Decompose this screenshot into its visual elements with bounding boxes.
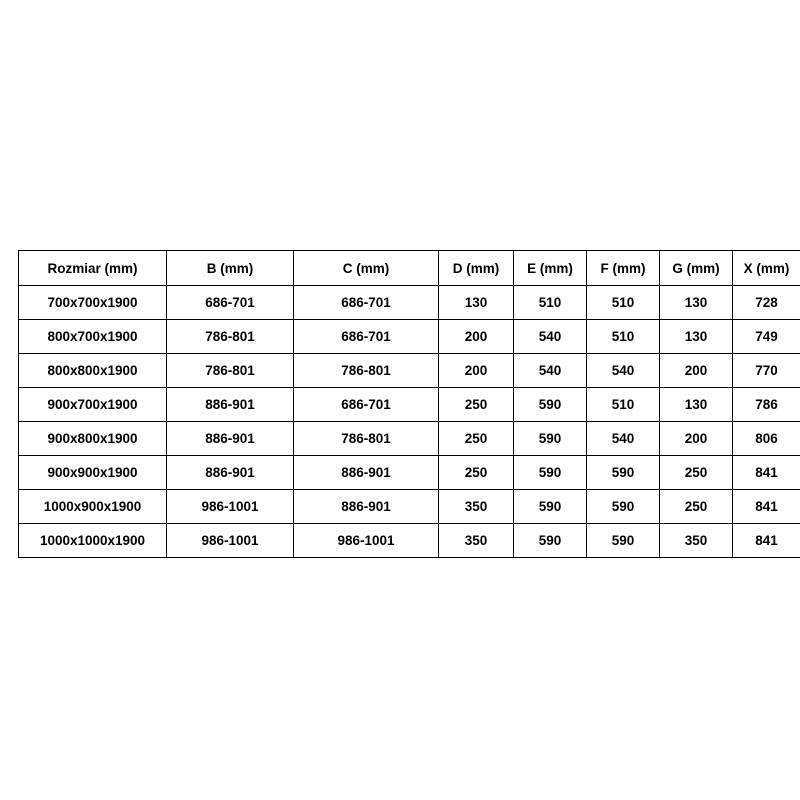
cell-b: 686-701: [167, 286, 294, 320]
cell-d: 250: [439, 422, 514, 456]
cell-size: 1000x1000x1900: [19, 524, 167, 558]
spec-table-container: [18, 250, 790, 558]
cell-d: 200: [439, 354, 514, 388]
cell-x: 841: [733, 456, 800, 490]
cell-c: 886-901: [294, 456, 439, 490]
cell-c: 686-701: [294, 320, 439, 354]
cell-g: 250: [660, 490, 733, 524]
cell-d: 250: [439, 456, 514, 490]
cell-f: 510: [587, 320, 660, 354]
cell-e: 540: [514, 320, 587, 354]
table-row: [19, 456, 800, 490]
cell-b: 986-1001: [167, 490, 294, 524]
cell-b: 986-1001: [167, 524, 294, 558]
cell-c: 686-701: [294, 286, 439, 320]
column-header-b: B (mm): [167, 251, 294, 286]
table-row: [19, 490, 800, 524]
cell-g: 130: [660, 320, 733, 354]
table-row: [19, 388, 800, 422]
cell-f: 510: [587, 388, 660, 422]
cell-size: 700x700x1900: [19, 286, 167, 320]
cell-e: 590: [514, 524, 587, 558]
cell-f: 540: [587, 422, 660, 456]
table-header-row: [19, 251, 800, 286]
cell-c: 986-1001: [294, 524, 439, 558]
cell-size: 1000x900x1900: [19, 490, 167, 524]
table-row: [19, 354, 800, 388]
column-header-e: E (mm): [514, 251, 587, 286]
cell-size: 900x800x1900: [19, 422, 167, 456]
table-row: [19, 320, 800, 354]
cell-g: 200: [660, 422, 733, 456]
column-header-f: F (mm): [587, 251, 660, 286]
column-header-x: X (mm): [733, 251, 800, 286]
cell-f: 510: [587, 286, 660, 320]
cell-c: 786-801: [294, 354, 439, 388]
table-row: [19, 524, 800, 558]
column-header-size: Rozmiar (mm): [19, 251, 167, 286]
cell-c: 686-701: [294, 388, 439, 422]
cell-e: 510: [514, 286, 587, 320]
table-header: [19, 251, 800, 286]
table-row: [19, 422, 800, 456]
cell-e: 590: [514, 490, 587, 524]
cell-b: 886-901: [167, 422, 294, 456]
cell-f: 590: [587, 524, 660, 558]
cell-e: 590: [514, 456, 587, 490]
cell-size: 900x700x1900: [19, 388, 167, 422]
cell-size: 800x700x1900: [19, 320, 167, 354]
cell-c: 786-801: [294, 422, 439, 456]
dimensions-table: [18, 250, 800, 558]
table-row: [19, 286, 800, 320]
cell-f: 590: [587, 456, 660, 490]
cell-d: 350: [439, 490, 514, 524]
table-body: [19, 286, 800, 558]
cell-e: 590: [514, 422, 587, 456]
cell-g: 200: [660, 354, 733, 388]
cell-d: 200: [439, 320, 514, 354]
cell-d: 130: [439, 286, 514, 320]
cell-x: 749: [733, 320, 800, 354]
cell-g: 350: [660, 524, 733, 558]
cell-e: 590: [514, 388, 587, 422]
column-header-g: G (mm): [660, 251, 733, 286]
cell-x: 841: [733, 490, 800, 524]
cell-x: 770: [733, 354, 800, 388]
cell-x: 806: [733, 422, 800, 456]
cell-b: 786-801: [167, 320, 294, 354]
cell-b: 886-901: [167, 456, 294, 490]
cell-c: 886-901: [294, 490, 439, 524]
column-header-d: D (mm): [439, 251, 514, 286]
cell-b: 786-801: [167, 354, 294, 388]
cell-size: 900x900x1900: [19, 456, 167, 490]
column-header-c: C (mm): [294, 251, 439, 286]
cell-x: 728: [733, 286, 800, 320]
cell-f: 540: [587, 354, 660, 388]
cell-g: 250: [660, 456, 733, 490]
cell-x: 841: [733, 524, 800, 558]
cell-g: 130: [660, 286, 733, 320]
cell-e: 540: [514, 354, 587, 388]
cell-f: 590: [587, 490, 660, 524]
cell-x: 786: [733, 388, 800, 422]
cell-size: 800x800x1900: [19, 354, 167, 388]
cell-d: 350: [439, 524, 514, 558]
cell-g: 130: [660, 388, 733, 422]
cell-b: 886-901: [167, 388, 294, 422]
cell-d: 250: [439, 388, 514, 422]
